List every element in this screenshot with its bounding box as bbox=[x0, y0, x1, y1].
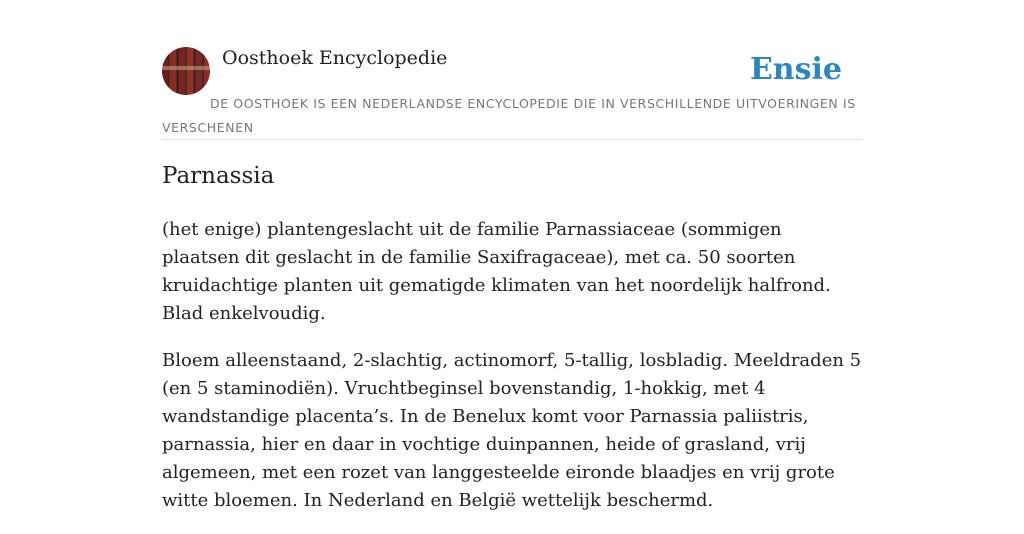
site-name-link[interactable]: Oosthoek Encyclopedie bbox=[222, 47, 448, 69]
article-body bbox=[162, 216, 862, 534]
encyclopedia-avatar-icon[interactable] bbox=[162, 47, 210, 95]
header-divider bbox=[162, 139, 862, 140]
site-tagline: DE OOSTHOEK IS EEN NEDERLANDSE ENCYCLOPEDIE DIE IN VERSCHILLENDE UITVOERINGEN IS VERSCHENEN bbox=[162, 96, 856, 135]
ensie-logo-link[interactable]: Ensie bbox=[749, 52, 842, 87]
article-paragraph: Bloem alleenstaand, 2-slachtig, actinomorf, 5-tallig, losbladig. Meeldraden 5 (en 5 staminodiën). Vruchtbeginsel bovenstandig, 1-hokkig, met 4 wandstandige placenta’s. In de Benelux komt voor Parnassia paliistris, parnassia, hier en daar in vochtige duinpannen, heide of grasland, vrij algemeen, met een rozet van langgesteelde eironde blaadjes en vrij grote witte bloemen. In Nederland en België wettelijk beschermd. bbox=[162, 350, 862, 511]
site-header bbox=[162, 40, 862, 140]
article-paragraph: (het enige) plantengeslacht uit de familie Parnassiaceae (sommigen plaatsen dit geslacht in de familie Saxifragaceae), met ca. 50 soorten kruidachtige planten uit gematigde klimaten van het noordelijk halfrond. Blad enkelvoudig. bbox=[162, 219, 831, 324]
article-title: Parnassia bbox=[162, 163, 275, 189]
